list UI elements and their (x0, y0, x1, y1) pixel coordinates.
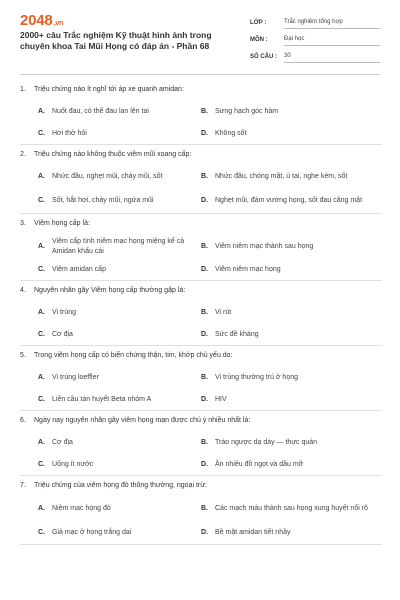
option-letter: A. (38, 108, 45, 115)
answer-option[interactable] (201, 431, 382, 455)
question-text: Viêm họng cấp là: (34, 220, 90, 227)
question-4 (20, 281, 382, 346)
meta-value: 30 (284, 53, 380, 63)
option-text: Các mạch máu thành sau họng xung huyết nổi rõ (215, 505, 368, 512)
option-text: Viêm niêm mạc họng (215, 266, 281, 273)
option-letter: D. (201, 461, 208, 468)
option-letter: B. (201, 505, 208, 512)
answer-option[interactable] (201, 455, 382, 475)
answer-options (20, 100, 382, 144)
answer-option[interactable] (20, 325, 201, 345)
answer-option[interactable] (20, 431, 201, 455)
option-letter: A. (38, 439, 45, 446)
option-text: Viêm amidan cấp (52, 266, 106, 273)
option-letter: A. (38, 243, 45, 250)
option-text: Bề mặt amidan tiết nhầy (215, 529, 291, 536)
answer-option[interactable] (201, 189, 382, 213)
option-text: Sức đề kháng (215, 331, 259, 338)
question-text: Triệu chứng nào ít nghĩ tới áp xe quanh amidan: (34, 86, 184, 93)
option-text: Sưng hạch góc hàm (215, 108, 279, 115)
option-letter: B. (201, 309, 208, 316)
question-number: 1. (20, 86, 26, 93)
option-text: Vi trùng (52, 309, 76, 316)
option-letter: B. (201, 108, 208, 115)
header (0, 0, 400, 70)
option-letter: C. (38, 529, 45, 536)
question-1 (20, 80, 382, 145)
option-text: Vi rút (215, 309, 232, 316)
option-text: Vi trùng thường trú ở họng (215, 374, 299, 381)
answer-option[interactable] (201, 100, 382, 124)
answer-option[interactable] (201, 390, 382, 410)
option-text: Viêm niêm mạc thành sau họng (215, 243, 314, 250)
header-divider (20, 74, 380, 75)
question-line (20, 80, 382, 100)
question-line (20, 346, 382, 366)
option-text: Uống ít nước (52, 461, 94, 468)
question-number: 6. (20, 417, 26, 424)
option-letter: D. (201, 331, 208, 338)
option-letter: B. (201, 243, 208, 250)
option-text: Không sốt (215, 130, 247, 137)
option-letter: A. (38, 505, 45, 512)
option-text: Cơ địa (52, 439, 73, 446)
page-title: 2000+ câu Trắc nghiệm Kỹ thuật hình ảnh trong chuyên khoa Tai Mũi Họng có đáp án - Phần 68 (20, 30, 212, 51)
question-line (20, 145, 382, 165)
question-3 (20, 214, 382, 281)
answer-option[interactable] (201, 260, 382, 280)
option-letter: A. (38, 374, 45, 381)
question-text: Triệu chứng của viêm họng đỏ thông thường, ngoại trừ: (34, 482, 207, 489)
answer-option[interactable] (201, 325, 382, 345)
option-text: Viêm cấp tính niêm mạc họng miệng kể cả Amidan khẩu cái (52, 238, 185, 255)
option-letter: D. (201, 266, 208, 273)
option-letter: C. (38, 266, 45, 273)
answer-option[interactable] (20, 366, 201, 390)
meta-label: MÔN : (250, 37, 268, 43)
option-text: Hơi thở hôi (52, 130, 87, 137)
question-list (20, 80, 382, 545)
answer-options (20, 366, 382, 410)
question-number: 3. (20, 220, 26, 227)
meta-label: SỐ CÂU : (250, 54, 277, 60)
answer-option[interactable] (20, 234, 201, 260)
option-text: Sốt, hắt hơi, chảy mũi, ngứa mũi (52, 197, 154, 204)
answer-option[interactable] (201, 234, 382, 260)
meta-value: Trắc nghiệm tổng hợp (284, 19, 380, 29)
answer-options (20, 496, 382, 544)
option-text: Liên cầu tán huyết Beta nhóm A (52, 396, 152, 403)
answer-option[interactable] (20, 260, 201, 280)
meta-row-subject (250, 29, 380, 46)
answer-option[interactable] (20, 124, 201, 144)
answer-option[interactable] (20, 165, 201, 189)
question-line (20, 411, 382, 431)
option-letter: C. (38, 197, 45, 204)
logo-tld: .vn (53, 20, 64, 27)
option-letter: B. (201, 374, 208, 381)
option-text: Ăn nhiều đồ ngọt và dầu mỡ (215, 461, 304, 468)
option-text: Nghẹt mũi, đàm vướng họng, sốt đau căng mặt (215, 197, 363, 204)
site-logo[interactable] (20, 12, 63, 29)
answer-option[interactable] (20, 390, 201, 410)
answer-option[interactable] (20, 100, 201, 124)
question-2 (20, 145, 382, 214)
option-text: Nuốt đau, có thể đau lan lên tai (52, 108, 149, 115)
answer-option[interactable] (201, 301, 382, 325)
logo-brand: 2048 (20, 12, 53, 29)
option-text: Trào ngược dạ dày — thực quản (215, 439, 318, 446)
answer-options (20, 165, 382, 213)
meta-row-class (250, 12, 380, 29)
answer-option[interactable] (201, 124, 382, 144)
question-7 (20, 476, 382, 545)
option-letter: B. (201, 173, 208, 180)
question-line (20, 214, 382, 234)
option-letter: B. (201, 439, 208, 446)
answer-option[interactable] (201, 366, 382, 390)
answer-option[interactable] (20, 189, 201, 213)
answer-option[interactable] (20, 522, 201, 544)
question-text: Ngày nay nguyên nhân gây viêm họng mạn được chú ý nhiều nhất là: (34, 417, 251, 424)
answer-options (20, 431, 382, 475)
option-text: Nhức đầu, nghẹt mũi, chảy mũi, sốt (52, 173, 163, 180)
option-letter: D. (201, 197, 208, 204)
question-number: 5. (20, 352, 26, 359)
question-text: Trong viêm họng cấp có biến chứng thận, tim, khớp chủ yếu do: (34, 352, 233, 359)
question-text: Nguyên nhân gây Viêm họng cấp thường gặp là: (34, 287, 186, 294)
option-letter: C. (38, 130, 45, 137)
question-text: Triệu chứng nào không thuộc viêm mũi xoang cấp: (34, 151, 192, 158)
option-letter: D. (201, 396, 208, 403)
option-letter: A. (38, 309, 45, 316)
meta-info (250, 12, 380, 63)
option-letter: C. (38, 331, 45, 338)
option-letter: C. (38, 461, 45, 468)
answer-option[interactable] (20, 455, 201, 475)
question-6 (20, 411, 382, 476)
option-text: Cơ địa (52, 331, 73, 338)
question-line (20, 281, 382, 301)
answer-option[interactable] (20, 496, 201, 522)
answer-options (20, 301, 382, 345)
option-letter: C. (38, 396, 45, 403)
answer-options (20, 234, 382, 280)
answer-option[interactable] (201, 165, 382, 189)
option-letter: D. (201, 529, 208, 536)
answer-option[interactable] (20, 301, 201, 325)
answer-option[interactable] (201, 522, 382, 544)
question-5 (20, 346, 382, 411)
option-text: Nhức đầu, chóng mặt, ù tai, nghe kém, sốt (215, 173, 348, 180)
question-line (20, 476, 382, 496)
question-number: 4. (20, 287, 26, 294)
meta-value: Đại học (284, 36, 380, 46)
question-number: 2. (20, 151, 26, 158)
option-text: Niêm mạc họng đỏ (52, 505, 111, 512)
meta-label: LỚP : (250, 20, 267, 26)
option-letter: D. (201, 130, 208, 137)
answer-option[interactable] (201, 496, 382, 522)
option-text: HIV (215, 396, 227, 403)
question-number: 7. (20, 482, 26, 489)
option-text: Vi trùng loeffler (52, 374, 99, 381)
option-letter: A. (38, 173, 45, 180)
option-text: Giả mạc ở họng trắng dai (52, 529, 132, 536)
meta-row-count (250, 46, 380, 63)
